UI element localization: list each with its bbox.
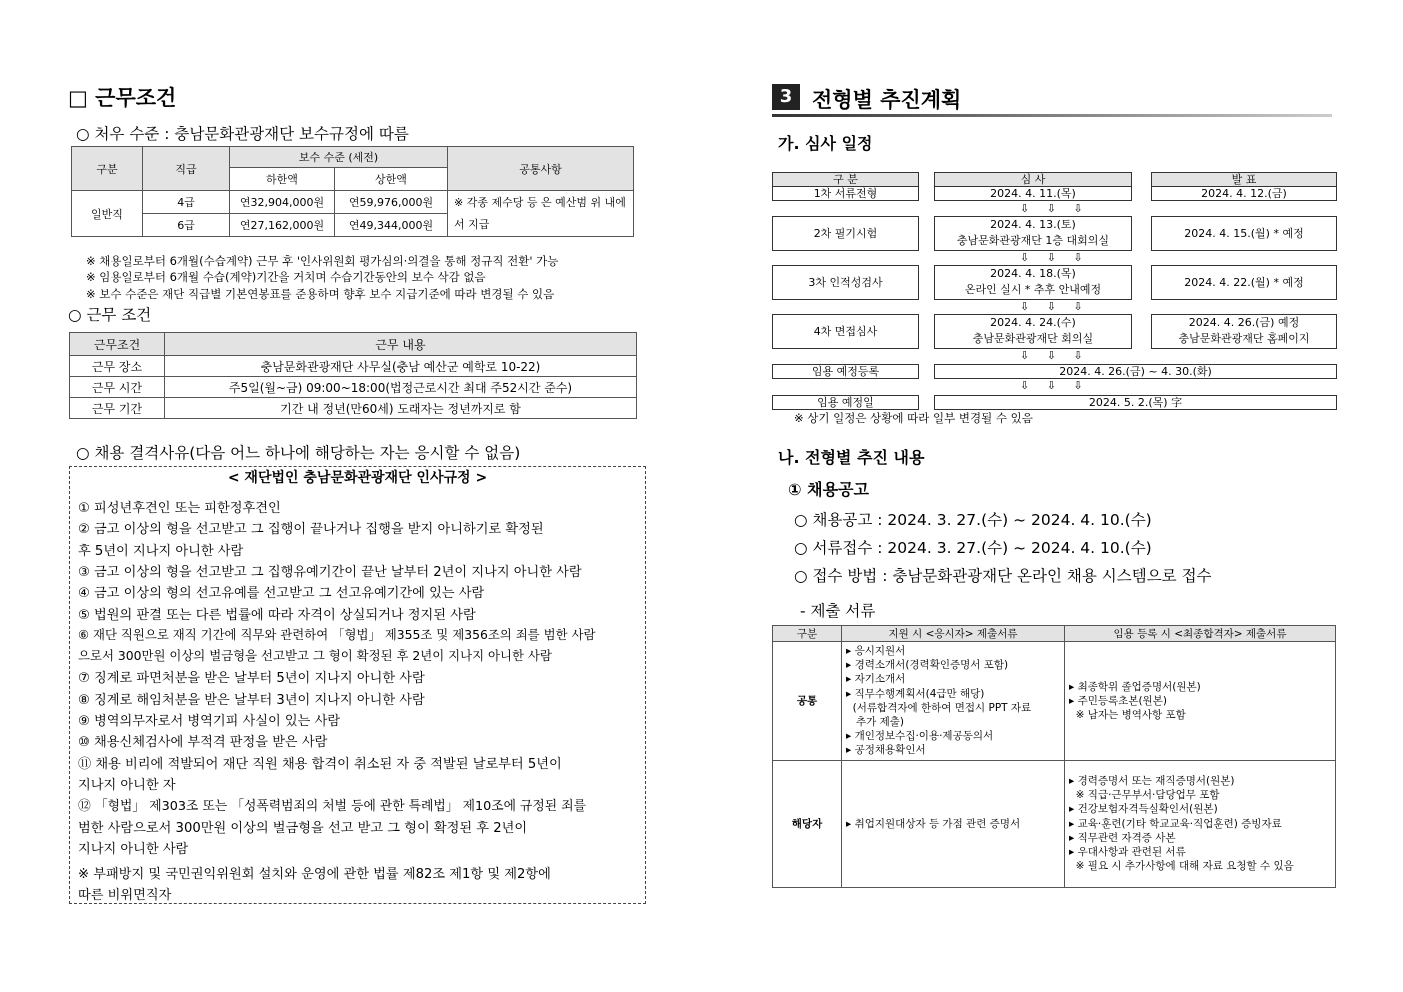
docs-apply-list: ▸ 취업지원대상자 등 가점 관련 증명서 — [842, 760, 1065, 887]
sched-stage: 4차 면접심사 — [772, 314, 919, 349]
cond-value: 기간 내 정년(만60세) 도래자는 정년까지로 함 — [165, 398, 637, 419]
disqualification-box-title: < 재단법인 충남문화관광재단 인사규정 > — [227, 470, 488, 486]
pay-grade: 4급 — [143, 191, 230, 214]
disq-line: ④ 금고 이상의 형의 선고유예를 선고받고 그 선고유예기간에 있는 사람 — [78, 586, 485, 601]
sched-header-review: 심 사 — [934, 172, 1132, 187]
disq-line: ⑨ 병역의무자로서 병역기피 사실이 있는 사람 — [78, 714, 341, 729]
disq-line: 으로서 300만원 이상의 벌금형을 선고받고 그 형이 확정된 후 2년이 지나지 아니한 사람 — [78, 648, 552, 663]
section-title-work-conditions: □ 근무조건 — [68, 86, 177, 110]
sched-review: 2024. 4. 18.(목) 온라인 실시 * 추후 안내예정 — [934, 265, 1132, 300]
schedule-heading: 가. 심사 일정 — [778, 134, 873, 153]
table-row — [70, 377, 637, 398]
sched-stage: 3차 인적성검사 — [772, 265, 919, 300]
recruit-notice-subheading: ① 채용공고 — [788, 480, 869, 499]
disqualification-heading: ○ 채용 결격사유(다음 어느 하나에 해당하는 자는 응시할 수 없음) — [76, 444, 521, 462]
disq-line: ⑪ 채용 비리에 적발되어 재단 직원 채용 합격이 취소된 자 중 적발된 날로부터 5년이 — [78, 757, 562, 772]
documents-table — [772, 625, 1336, 888]
docs-label: - 제출 서류 — [800, 602, 876, 620]
pay-header-category: 구분 — [72, 147, 143, 191]
sched-header-announce: 발 표 — [1151, 172, 1337, 187]
cond-name: 근무 기간 — [70, 398, 165, 419]
down-arrow-icon: ⇩ ⇩ ⇩ — [1020, 300, 1083, 313]
down-arrow-icon: ⇩ ⇩ ⇩ — [1020, 349, 1083, 362]
pay-note: ※ 임용일로부터 6개월 수습(계약)기간을 거치며 수습기간동안의 보수 삭감 없음 — [86, 270, 486, 284]
recruit-item: ○ 채용공고 : 2024. 3. 27.(수) ~ 2024. 4. 10.(수) — [794, 511, 1152, 529]
disq-line: 지나지 아니한 자 — [78, 778, 176, 793]
cond-name: 근무 시간 — [70, 377, 165, 398]
pay-grade: 6급 — [143, 214, 230, 237]
disq-line: 따른 비위면직자 — [78, 888, 172, 903]
docs-category: 공통 — [773, 642, 842, 761]
sched-header-stage: 구 분 — [772, 172, 919, 187]
table-row — [70, 398, 637, 419]
sched-review: 2024. 4. 24.(수) 충남문화관광재단 회의실 — [934, 314, 1132, 349]
sched-announce: 2024. 4. 12.(금) — [1151, 186, 1337, 201]
pay-note: ※ 채용일로부터 6개월(수습계약) 근무 후 '인사위원회 평가심의·의결을 통해 정규직 전환' 가능 — [86, 254, 559, 268]
section-number-badge: 3 — [772, 84, 800, 110]
table-row — [773, 760, 1336, 887]
sched-start-value: 2024. 5. 2.(목) 字 — [934, 395, 1337, 410]
pay-header-common: 공통사항 — [448, 147, 634, 191]
pay-table — [71, 146, 634, 237]
disq-line: ⑫ 「형법」 제303조 또는 「성폭력범죄의 처벌 등에 관한 특례법」 제10조에 규정된 죄를 — [78, 799, 586, 814]
schedule-note: ※ 상기 일정은 상황에 따라 일부 변경될 수 있음 — [794, 411, 1033, 425]
disq-line: ② 금고 이상의 형을 선고받고 그 집행이 끝나거나 집행을 받지 아니하기로 확정된 — [78, 522, 544, 537]
sched-announce: 2024. 4. 26.(금) 예정 충남문화관광재단 홈페이지 — [1151, 314, 1337, 349]
docs-category: 해당자 — [773, 760, 842, 887]
pay-low: 연27,162,000원 — [230, 214, 335, 237]
disq-line: ① 피성년후견인 또는 피한정후견인 — [78, 501, 281, 516]
cond-header: 근무조건 — [70, 333, 165, 356]
pay-header-level: 보수 수준 (세전) — [230, 147, 448, 168]
disq-line: ※ 부패방지 및 국민권익위원회 설치와 운영에 관한 법률 제82조 제1항 및 제2항에 — [78, 867, 551, 882]
pay-high: 연59,976,000원 — [335, 191, 448, 214]
conditions-table — [69, 332, 637, 419]
pay-header-grade: 직급 — [143, 147, 230, 191]
pay-header-high: 상한액 — [335, 168, 448, 191]
disq-line: ⑧ 징계로 해임처분을 받은 날부터 3년이 지나지 아니한 사람 — [78, 693, 425, 708]
cond-value: 주5일(월~금) 09:00~18:00(법정근로시간 최대 주52시간 준수) — [165, 377, 637, 398]
down-arrow-icon: ⇩ ⇩ ⇩ — [1020, 251, 1083, 264]
sched-review: 2024. 4. 13.(토) 충남문화관광재단 1층 대회의실 — [934, 216, 1132, 251]
recruit-item: ○ 접수 방법 : 충남문화관광재단 온라인 채용 시스템으로 접수 — [794, 567, 1212, 585]
cond-header-content: 근무 내용 — [165, 333, 637, 356]
conditions-heading: ○ 근무 조건 — [68, 306, 152, 324]
pay-note: ※ 보수 수준은 재단 직급별 기본연봉표를 준용하며 향후 보수 지급기준에 따라 변경될 수 있음 — [86, 287, 555, 301]
docs-reg-list: ▸ 경력증명서 또는 재직증명서(원본) ※ 직급·근무부서·담당업무 포함 ▸ 건강보험자격득실확인서(원본) ▸ 교육·훈련(기타 학교교육·직업훈련) 증빙자료 ▸ 직무관련 자격증 사본 ▸ 우대사항과 관련된 서류 ※ 필요 시 추가사항에 대해 자료 요청할 수 있음 — [1065, 760, 1336, 887]
disq-line: 후 5년이 지나지 아니한 사람 — [78, 544, 244, 559]
pay-category: 일반직 — [72, 191, 143, 237]
docs-apply-list: ▸ 응시지원서 ▸ 경력소개서(경력확인증명서 포함) ▸ 자기소개서 ▸ 직무수행계획서(4급만 해당) (서류합격자에 한하여 면접시 PPT 자료 추가 제출) ▸ 개인정보수집·이용·제공동의서 ▸ 공정채용확인서 — [842, 642, 1065, 761]
sched-stage: 2차 필기시험 — [772, 216, 919, 251]
table-row — [72, 191, 634, 214]
sched-announce: 2024. 4. 22.(월) * 예정 — [1151, 265, 1337, 300]
pay-high: 연49,344,000원 — [335, 214, 448, 237]
section-title-plan: 전형별 추진계획 — [812, 88, 962, 112]
docs-reg-list: ▸ 최종학위 졸업증명서(원본) ▸ 주민등록초본(원본) ※ 남자는 병역사항 포함 — [1065, 642, 1336, 761]
disq-line: ⑤ 법원의 판결 또는 다른 법률에 따라 자격이 상실되거나 정지된 사람 — [78, 608, 476, 623]
sched-stage: 1차 서류전형 — [772, 186, 919, 201]
disq-line: ⑩ 채용신체검사에 부적격 판정을 받은 사람 — [78, 735, 328, 750]
disqualification-box — [69, 466, 646, 904]
pay-common: ※ 각종 제수당 등 은 예산범 위 내에서 지급 — [448, 191, 634, 237]
pay-low: 연32,904,000원 — [230, 191, 335, 214]
sched-stage: 임용 예정등록 — [772, 364, 919, 379]
sched-review: 2024. 4. 11.(목) — [934, 186, 1132, 201]
table-row — [773, 642, 1336, 761]
disq-line: 지나지 아니한 사람 — [78, 842, 189, 857]
sched-stage: 임용 예정일 — [772, 395, 919, 410]
pay-header-low: 하한액 — [230, 168, 335, 191]
recruit-item: ○ 서류접수 : 2024. 3. 27.(수) ~ 2024. 4. 10.(수) — [794, 539, 1152, 557]
disq-line: ⑥ 재단 직원으로 재직 기간에 직무와 관련하여 「형법」 제355조 및 제356조의 죄를 범한 사람 — [78, 627, 596, 642]
pay-heading: ○ 처우 수준 : 충남문화관광재단 보수규정에 따름 — [76, 125, 409, 143]
docs-header-reg: 임용 등록 시 <최종합격자> 제출서류 — [1065, 626, 1336, 642]
down-arrow-icon: ⇩ ⇩ ⇩ — [1020, 202, 1083, 215]
sched-reg-value: 2024. 4. 26.(금) ~ 4. 30.(화) — [934, 364, 1337, 379]
sched-announce: 2024. 4. 15.(월) * 예정 — [1151, 216, 1337, 251]
content-heading: 나. 전형별 추진 내용 — [778, 448, 925, 467]
docs-header-category: 구분 — [773, 626, 842, 642]
down-arrow-icon: ⇩ ⇩ ⇩ — [1020, 379, 1083, 392]
cond-name: 근무 장소 — [70, 356, 165, 377]
title-underline — [772, 114, 1332, 117]
table-row — [70, 356, 637, 377]
disq-line: 범한 사람으로서 300만원 이상의 벌금형을 선고 받고 그 형이 확정된 후 2년이 — [78, 821, 528, 836]
docs-header-apply: 지원 시 <응시자> 제출서류 — [842, 626, 1065, 642]
cond-value: 충남문화관광재단 사무실(충남 예산군 예학로 10-22) — [165, 356, 637, 377]
disq-line: ③ 금고 이상의 형을 선고받고 그 집행유예기간이 끝난 날부터 2년이 지나지 아니한 사람 — [78, 565, 582, 580]
disq-line: ⑦ 징계로 파면처분을 받은 날부터 5년이 지나지 아니한 사람 — [78, 671, 425, 686]
